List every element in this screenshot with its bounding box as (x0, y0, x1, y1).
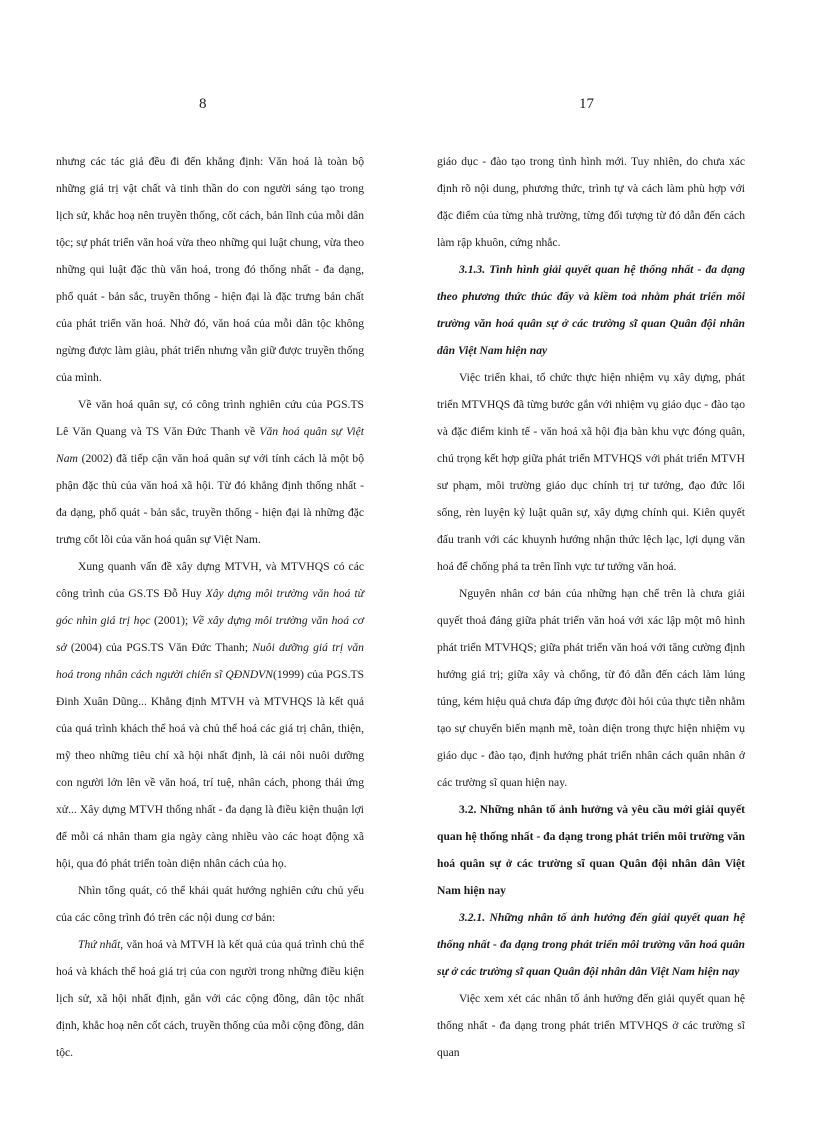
italic-title: Xây dựng môi trường văn hoá từ góc nhìn giá trị học (56, 587, 364, 627)
italic-title: Thứ nhất, (78, 938, 124, 951)
text-run: Nhìn tổng quát, có thể khái quát hướng nghiên cứu chủ yếu của các công trình đó trên các nội dung cơ bản: (56, 884, 364, 924)
text-run: Về văn hoá quân sự, có công trình nghiên cứu của PGS.TS Lê Văn Quang và TS Văn Đức Thanh về (56, 398, 364, 438)
section-heading-3-2: 3.2. Những nhân tố ảnh hưởng và yêu cầu mới giải quyết quan hệ thống nhất - đa dạng trong phát triển môi trường văn hoá quân sự ở các trường sĩ quan Quân đội nhân dân Việt Nam hiện nay (437, 803, 745, 897)
text-run: Xung quanh vấn đề xây dựng MTVH, và MTVHQS có các công trình của GS.TS Đỗ Huy (56, 560, 364, 600)
paragraph (56, 391, 364, 553)
paragraph: Nguyên nhân cơ bản của những hạn chế trên là chưa giải quyết thoả đáng giữa phát triển văn hoá với xác lập một mô hình phát triển MTVHQS; giữa phát triển văn hoá với tăng cường định hướng giá trị; giữa xây và chống, từ đó dẫn đến cách làm lúng túng, kém hiệu quả chưa đáp ứng được đòi hỏi của thực tiễn nhằm tạo sự chuyển biến mạnh mẽ, toàn diện trong thực hiện nhiệm vụ giáo dục - đào tạo, định hướng phát triển nhân cách quân nhân ở các trường sĩ quan hiện nay. (437, 587, 745, 789)
text-run: (2002) đã tiếp cận văn hoá quân sự với tính cách là một bộ phận đặc thù của văn hoá xã hội. Từ đó khẳng định thống nhất - đa dạng, phổ quát - bản sắc, truyền thống - hiện đại là những đặc trưng cốt lõi của văn hoá quân sự Việt Nam. (56, 452, 364, 546)
paragraph: Việc triển khai, tổ chức thực hiện nhiệm vụ xây dựng, phát triển MTVHQS đã từng bước gắn với nhiệm vụ giáo dục - đào tạo và đặc điểm kinh tế - văn hoá xã hội địa bàn khu vực đóng quân, chú trọng kết hợp giữa phát triển MTVHQS với phát triển MTVH sư phạm, môi trường giáo dục chính trị tư tưởng, đạo đức lối sống, rèn luyện kỷ luật quân sự, xây dựng chính qui. Kiên quyết đấu tranh với các khuynh hướng nhận thức lệch lạc, lợi dụng văn hoá để chống phá ta trên lĩnh vực tư tưởng văn hoá. (437, 371, 745, 573)
text-run: nhưng các tác giả đều đi đến khẳng định: Văn hoá là toàn bộ những giá trị vật chất và tinh thần do con người sáng tạo trong lịch sử, khắc hoạ nên truyền thống, cốt cách, bản lĩnh của mỗi dân tộc; sự phát triển văn hoá vừa theo những qui luật chung, vừa theo những qui luật đặc thù văn hoá, trong đó thống nhất - đa dạng, phổ quát - bản sắc, truyền thống - hiện đại là đặc trưng bản chất của phát triển văn hoá. Nhờ đó, văn hoá của mỗi dân tộc không ngừng được làm giàu, phát triển nhưng vẫn giữ được truyền thống của mình. (56, 155, 364, 384)
left-page-text (56, 148, 364, 1066)
paragraph (56, 148, 364, 391)
paragraph: giáo dục - đào tạo trong tình hình mới. Tuy nhiên, do chưa xác định rõ nội dung, phương thức, trình tự và cách làm phù hợp với đặc điểm của từng nhà trường, từng đối tượng từ đó dẫn đến cách làm rập khuôn, cứng nhắc. (437, 155, 745, 249)
paragraph: Việc xem xét các nhân tố ảnh hưởng đến giải quyết quan hệ thống nhất - đa dạng trong phát triển MTVHQS ở các trường sĩ quan (437, 992, 745, 1059)
text-run: văn hoá và MTVH là kết quả của quá trình chủ thể hoá và khách thể hoá giá trị của con người trong những điều kiện lịch sử, xã hội nhất định, gắn với các cộng đồng, dân tộc nhất định, khắc hoạ nên cốt cách, truyền thống của mỗi cộng đồng, dân tộc. (56, 938, 364, 1059)
italic-title: Nuôi dưỡng giá trị văn hoá trong nhân cách người chiến sĩ QĐNDVN (56, 641, 364, 681)
italic-title: Về xây dựng môi trường văn hoá cơ sở (56, 614, 364, 654)
right-page-number: 17 (579, 96, 594, 112)
text-run: (1999) của PGS.TS Đinh Xuân Dũng... Khẳng định MTVH và MTVHQS là kết quả của quá trình khách thể hoá và chủ thể hoá các giá trị chân, thiện, mỹ theo những tiêu chí xã hội nhất định, là cái nôi nuôi dưỡng con người lớn lên về văn hoá, trí tuệ, nhân cách, phong thái ứng xử... Xây dựng MTVH thống nhất - đa dạng là điều kiện thuận lợi để mỗi cá nhân tham gia ngày càng nhiều vào các hoạt động xã hội, qua đó phát triển toàn diện nhân cách của họ. (56, 668, 364, 870)
text-run: (2001); (150, 614, 192, 627)
text-run: (2004) của PGS.TS Văn Đức Thanh; (66, 641, 253, 654)
section-heading-3-1-3: 3.1.3. Tình hình giải quyết quan hệ thống nhất - đa dạng theo phương thức thúc đẩy và kiềm toả nhằm phát triển môi trường văn hoá quân sự ở các trường sĩ quan Quân đội nhân dân Việt Nam hiện nay (437, 263, 745, 357)
left-page-number: 8 (199, 96, 207, 112)
paragraph (56, 877, 364, 931)
paragraph (56, 553, 364, 877)
section-heading-3-2-1: 3.2.1. Những nhân tố ảnh hưởng đến giải quyết quan hệ thống nhất - đa dạng trong phát triển môi trường văn hoá quân sự ở các trường sĩ quan Quân đội nhân dân Việt Nam hiện nay (437, 911, 745, 978)
italic-title: Văn hoá quân sự Việt Nam (56, 425, 364, 465)
right-page-text (437, 148, 745, 1066)
paragraph (56, 931, 364, 1066)
